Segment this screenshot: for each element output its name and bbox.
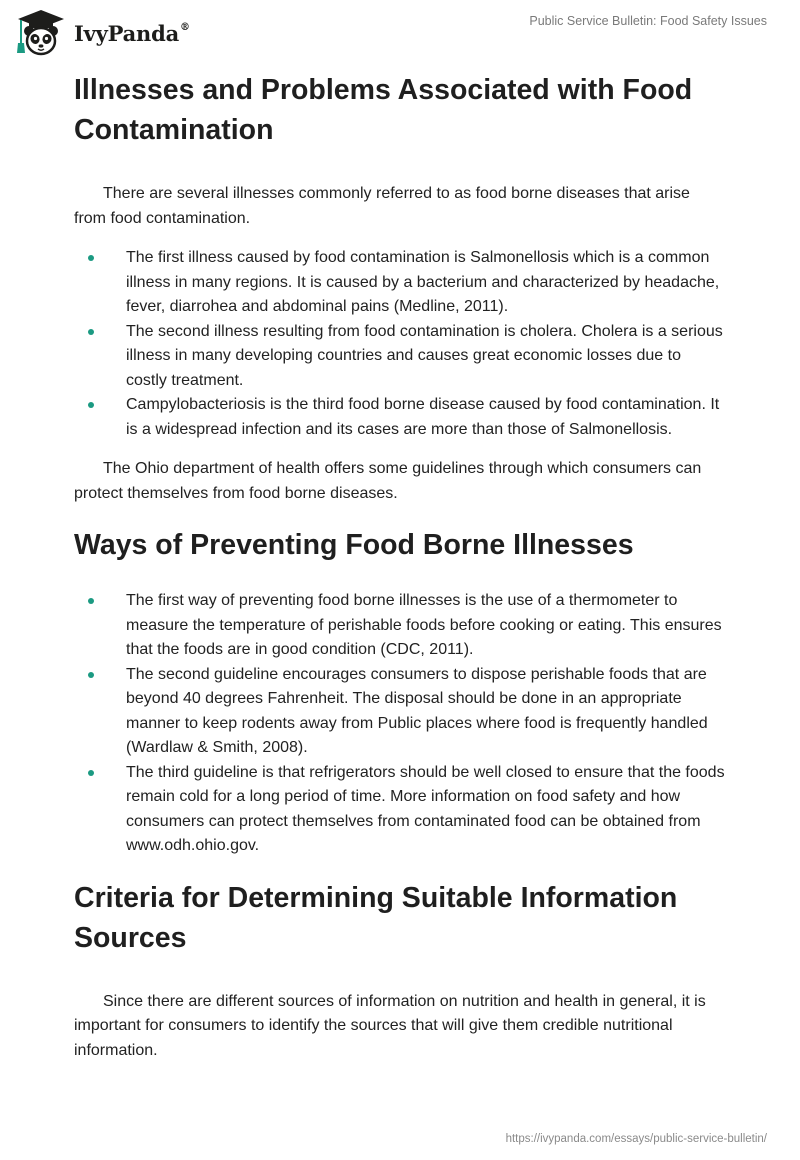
bullet-dot xyxy=(88,770,94,776)
paragraph-illnesses-outro: The Ohio department of health offers some guidelines through which consumers can protect themselves from food borne diseases. xyxy=(74,460,702,502)
bullet-dot xyxy=(88,329,94,335)
paragraph-criteria-intro: Since there are different sources of information on nutrition and health in general, it is important for consumers to identify the sources that will give them credible nutritional information. xyxy=(74,992,706,1059)
list-item: The second guideline encourages consumers to dispose perishable foods that are beyond 40 degrees Fahrenheit. The disposal should be done in an appropriate manner to keep rodents away from Public places where food is frequently handled (Wardlaw & Smith, 2008). xyxy=(74,663,726,761)
page-header xyxy=(0,0,800,70)
list-item: Campylobacteriosis is the third food borne disease caused by food contamination. It is a widespread infection and its cases are more than those of Salmonellosis. xyxy=(74,393,726,442)
document-title: Public Service Bulletin: Food Safety Issues xyxy=(529,14,767,28)
illnesses-list xyxy=(74,246,726,442)
bullet-dot xyxy=(88,598,94,604)
bullet-dot xyxy=(88,672,94,678)
section-heading-illnesses: Illnesses and Problems Associated with Food Contamination xyxy=(74,74,693,146)
brand-name: IvyPanda® xyxy=(74,20,190,46)
list-item: The first illness caused by food contamination is Salmonellosis which is a common illness in many regions. It is caused by a bacterium and characterized by headache, fever, diarrohea and abdominal pains (Medline, 2011). xyxy=(74,246,726,320)
brand-logo[interactable] xyxy=(16,9,190,57)
list-item: The third guideline is that refrigerators should be well closed to ensure that the foods remain cold for a long period of time. More information on food safety and how consumers can protect themselves from contaminated food can be obtained from www.odh.ohio.gov. xyxy=(74,761,726,859)
prevention-list xyxy=(74,589,726,859)
source-url[interactable]: https://ivypanda.com/essays/public-service-bulletin/ xyxy=(505,1133,767,1145)
paragraph-illnesses-intro: There are several illnesses commonly referred to as food borne diseases that arise from food contamination. xyxy=(74,185,690,227)
article-body xyxy=(74,70,726,1063)
list-item: The second illness resulting from food contamination is cholera. Cholera is a serious illness in many developing countries and causes great economic losses due to costly treatment. xyxy=(74,320,726,394)
bullet-dot xyxy=(88,402,94,408)
panda-graduate-icon xyxy=(16,9,66,57)
section-heading-prevention: Ways of Preventing Food Borne Illnesses xyxy=(74,529,634,561)
list-item: The first way of preventing food borne illnesses is the use of a thermometer to measure the temperature of perishable foods before cooking or eating. This ensures that the foods are in good condition (CDC, 2011). xyxy=(74,589,726,663)
bullet-dot xyxy=(88,255,94,261)
section-heading-criteria: Criteria for Determining Suitable Information Sources xyxy=(74,881,678,954)
